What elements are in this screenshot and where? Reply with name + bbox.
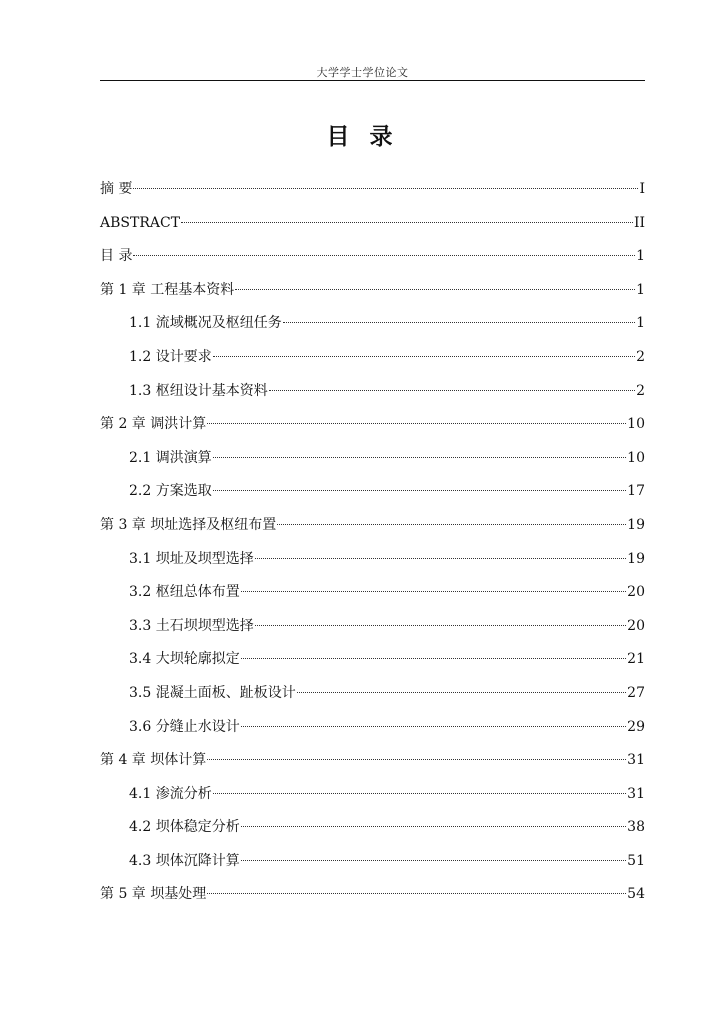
toc-entry-label: 4.3 坝体沉降计算 <box>129 852 240 869</box>
toc-dot-leader <box>213 342 635 357</box>
toc-entry-page-number: I <box>639 181 645 197</box>
toc-dot-leader <box>255 544 626 559</box>
toc-entry-page-number: 1 <box>636 281 645 298</box>
toc-entry-page-number: 20 <box>627 617 645 634</box>
toc-entry-page-number: 51 <box>627 852 645 869</box>
toc-entry-page-number: 31 <box>627 752 645 769</box>
toc-entry-label: 3.3 土石坝坝型选择 <box>129 617 254 634</box>
toc-dot-leader <box>207 745 626 760</box>
toc-entry <box>100 677 645 711</box>
toc-entry-page-number: 10 <box>627 449 645 466</box>
toc-entry-label: 第 1 章 工程基本资料 <box>100 281 235 298</box>
toc-entry-page-number: 27 <box>627 684 645 701</box>
toc-entry <box>100 509 645 543</box>
toc-entry <box>100 878 645 912</box>
toc-entry-page-number: 20 <box>627 584 645 601</box>
toc-dot-leader <box>241 846 626 861</box>
toc-entry-label: 4.2 坝体稳定分析 <box>129 819 240 836</box>
toc-dot-leader <box>133 241 635 256</box>
toc-dot-leader <box>269 376 635 391</box>
toc-entry-page-number: 31 <box>627 785 645 802</box>
toc-entry <box>100 240 645 274</box>
toc-entry-label: 3.5 混凝土面板、趾板设计 <box>129 684 296 701</box>
toc-entry <box>100 274 645 308</box>
toc-entry-page-number: 10 <box>627 416 645 433</box>
toc-entry <box>100 643 645 677</box>
toc-entry-label: 3.1 坝址及坝型选择 <box>129 550 254 567</box>
toc-dot-leader <box>207 409 626 424</box>
toc-entry-page-number: 54 <box>627 886 645 903</box>
toc-entry <box>100 811 645 845</box>
toc-dot-leader <box>241 577 626 592</box>
toc-entry-label: 第 5 章 坝基处理 <box>100 886 207 903</box>
toc-entry-page-number: 19 <box>627 516 645 533</box>
toc-entry <box>100 543 645 577</box>
toc-entry-label: 4.1 渗流分析 <box>129 785 212 802</box>
toc-dot-leader <box>213 476 626 491</box>
toc-entry-label: 2.1 调洪演算 <box>129 449 212 466</box>
page-title: 目 录 <box>326 124 399 150</box>
toc-dot-leader <box>235 275 635 290</box>
toc-entry-page-number: 38 <box>627 819 645 836</box>
toc-entry <box>100 307 645 341</box>
toc-entry-label: 摘 要 <box>100 181 133 197</box>
toc-entry <box>100 442 645 476</box>
toc-entry-page-number: 2 <box>636 382 645 399</box>
toc-entry <box>100 576 645 610</box>
toc-entry-label: 1.1 流域概况及枢纽任务 <box>129 315 282 332</box>
toc-entry-page-number: 29 <box>627 718 645 735</box>
toc-entry <box>100 475 645 509</box>
toc-entry <box>100 207 645 241</box>
toc-dot-leader <box>283 308 635 323</box>
toc-entry-page-number: 1 <box>636 315 645 332</box>
toc-entry <box>100 711 645 745</box>
toc-entry-label: 第 3 章 坝址选择及枢纽布置 <box>100 516 277 533</box>
toc-dot-leader <box>297 678 626 693</box>
toc-entry-page-number: 2 <box>636 348 645 365</box>
toc-entry-page-number: 19 <box>627 550 645 567</box>
toc-dot-leader <box>277 510 626 525</box>
toc-dot-leader <box>241 812 626 827</box>
toc-entry-label: 3.2 枢纽总体布置 <box>129 584 240 601</box>
toc-entry <box>100 375 645 409</box>
toc-entry-label: 目 录 <box>100 248 133 265</box>
toc-entry-page-number: 1 <box>636 248 645 265</box>
toc-dot-leader <box>213 443 626 458</box>
toc-entry-label: 3.6 分缝止水设计 <box>129 718 240 735</box>
toc-entry-label: 第 4 章 坝体计算 <box>100 752 207 769</box>
table-of-contents <box>100 173 645 912</box>
toc-entry-page-number: II <box>633 214 645 231</box>
toc-dot-leader <box>181 208 633 223</box>
toc-entry <box>100 744 645 778</box>
toc-dot-leader <box>255 611 626 626</box>
running-header: 大学学士学位论文 <box>316 66 409 79</box>
toc-entry-label: 3.4 大坝轮廓拟定 <box>129 651 240 668</box>
toc-entry-label: 1.2 设计要求 <box>129 348 212 365</box>
toc-entry-page-number: 21 <box>627 651 645 668</box>
toc-entry-label: 第 2 章 调洪计算 <box>100 416 207 433</box>
toc-entry <box>100 341 645 375</box>
toc-entry-page-number: 17 <box>627 483 645 500</box>
toc-entry <box>100 778 645 812</box>
toc-entry-label: ABSTRACT <box>100 214 181 231</box>
toc-dot-leader <box>207 879 626 894</box>
toc-entry-label: 2.2 方案选取 <box>129 483 212 500</box>
toc-entry-label: 1.3 枢纽设计基本资料 <box>129 382 268 399</box>
toc-entry <box>100 845 645 879</box>
toc-entry <box>100 610 645 644</box>
toc-dot-leader <box>133 174 638 189</box>
toc-dot-leader <box>241 712 626 727</box>
header-rule <box>100 80 645 81</box>
toc-entry <box>100 173 645 207</box>
toc-dot-leader <box>213 779 626 794</box>
toc-entry <box>100 408 645 442</box>
toc-dot-leader <box>241 644 626 659</box>
